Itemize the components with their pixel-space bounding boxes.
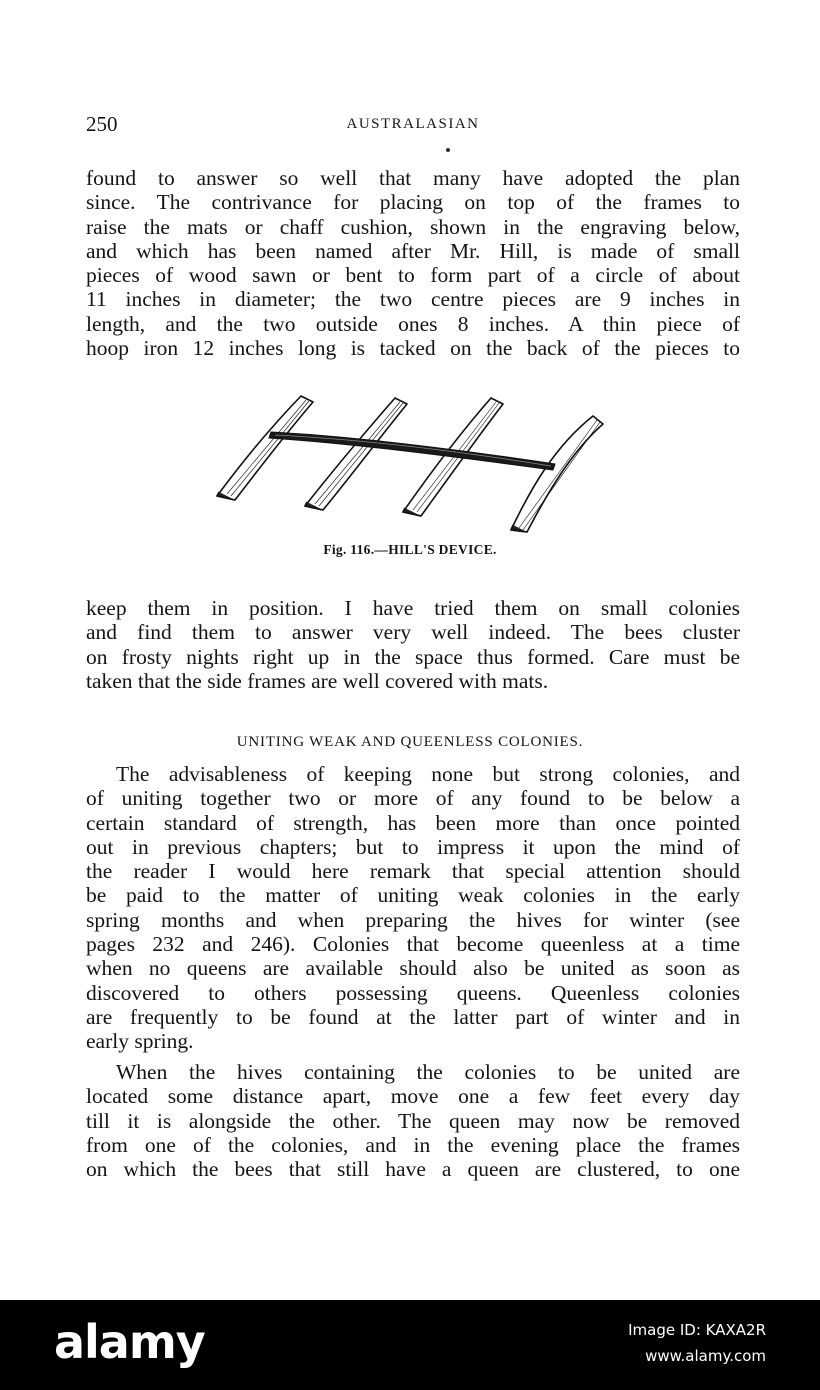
text-line: keep them in position. I have tried them on small colonies — [86, 596, 740, 620]
text-line: spring months and when preparing the hives for winter (see — [86, 907, 740, 932]
text-line: located some distance apart, move one a few feet every day — [86, 1084, 740, 1109]
text-line: and find them to answer very well indeed. The bees cluster — [86, 620, 740, 645]
text-line: raise the mats or chaff cushion, shown in the engraving below, — [86, 214, 740, 239]
text-line: on which the bees that still have a queen are clustered, to one — [86, 1157, 740, 1182]
section-heading: UNITING WEAK AND QUEENLESS COLONIES. — [236, 734, 584, 750]
page-header — [86, 112, 740, 142]
text-line: found to answer so well that many have adopted the plan — [86, 166, 740, 190]
wood-slat — [511, 416, 603, 532]
text-line: When the hives containing the colonies to be united are — [116, 1060, 740, 1084]
hoop-iron-bar — [269, 432, 555, 470]
wood-slat — [217, 396, 313, 500]
paragraph-4 — [86, 1060, 740, 1181]
brand-logo: alamy — [54, 1315, 205, 1369]
text-line: discovered to others possessing queens. Queenless colonies — [86, 980, 740, 1005]
text-line: be paid to the matter of uniting weak colonies in the early — [86, 883, 740, 908]
text-line: The advisableness of keeping none but strong colonies, and — [116, 762, 740, 786]
page-number: 250 — [86, 112, 118, 136]
text-line: hoop iron 12 inches long is tacked on the back of the pieces to — [86, 336, 740, 361]
site-url: www.alamy.com — [645, 1347, 766, 1365]
text-line: from one of the colonies, and in the evening place the frames — [86, 1132, 740, 1157]
image-id-label: Image ID: KAXA2R — [628, 1321, 766, 1339]
text-line: the reader I would here remark that special attention should — [86, 859, 740, 884]
text-line: length, and the two outside ones 8 inches. A thin piece of — [86, 311, 740, 336]
hills-device-engraving — [205, 388, 615, 538]
printing-speck — [446, 148, 450, 152]
text-line: on frosty nights right up in the space thus formed. Care must be — [86, 644, 740, 669]
text-line: pieces of wood sawn or bent to form part of a circle of about — [86, 263, 740, 288]
text-line: of uniting together two or more of any found to be below a — [86, 786, 740, 811]
text-line: early spring. — [86, 1029, 194, 1054]
text-line: pages 232 and 246). Colonies that become queenless at a time — [86, 932, 740, 957]
text-line: 11 inches in diameter; the two centre pieces are 9 inches in — [86, 287, 740, 312]
text-line: taken that the side frames are well covered with mats. — [86, 668, 549, 693]
wood-slat — [305, 398, 407, 510]
text-line: till it is alongside the other. The queen may now be removed — [86, 1108, 740, 1133]
paragraph-1 — [86, 166, 740, 360]
figure-caption: Fig. 116.—HILL'S DEVICE. — [323, 542, 497, 557]
text-line: since. The contrivance for placing on top of the frames to — [86, 190, 740, 215]
text-line: certain standard of strength, has been more than once pointed — [86, 810, 740, 835]
paragraph-2 — [86, 596, 740, 693]
text-line: when no queens are available should also be united as soon as — [86, 956, 740, 981]
text-line: and which has been named after Mr. Hill, is made of small — [86, 238, 740, 263]
text-line: are frequently to be found at the latter part of winter and in — [86, 1004, 740, 1029]
running-head: AUSTRALASIAN — [346, 116, 480, 132]
paragraph-3 — [86, 762, 740, 1054]
text-line: out in previous chapters; but to impress it upon the mind of — [86, 834, 740, 859]
